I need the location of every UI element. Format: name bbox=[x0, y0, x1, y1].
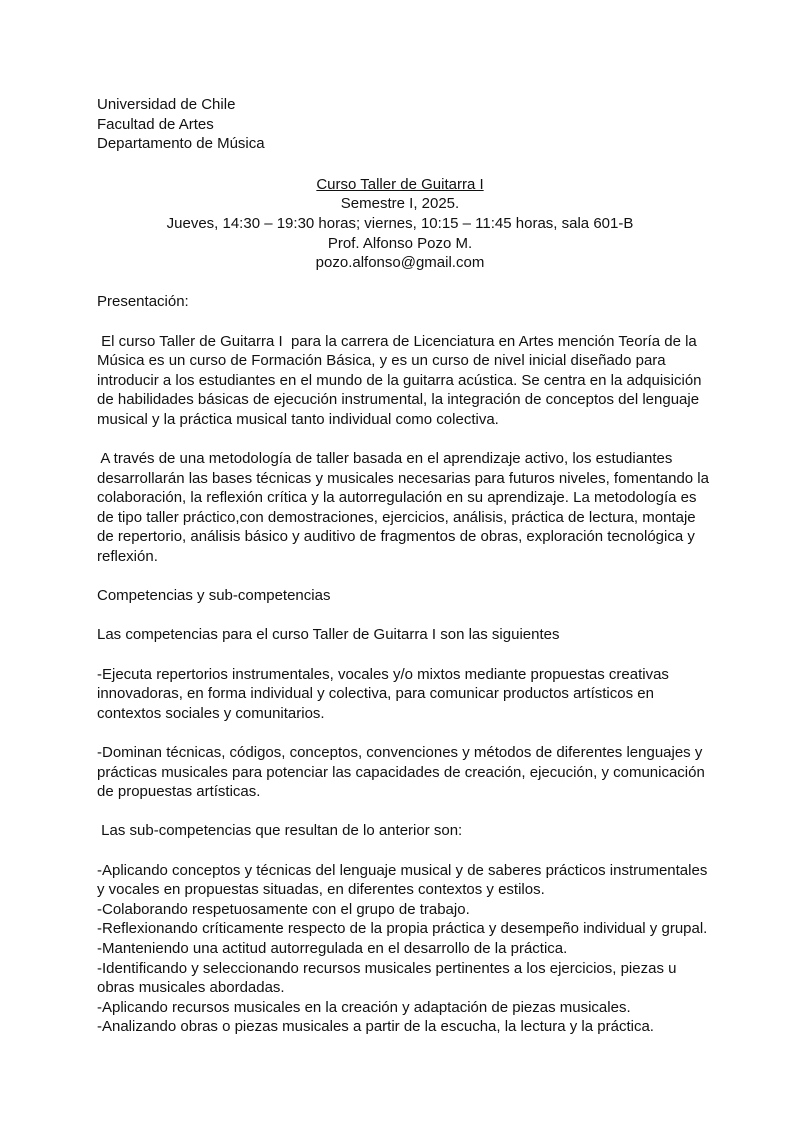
text-line: reflexión. bbox=[97, 548, 158, 566]
list-item: obras musicales abordadas. bbox=[97, 979, 285, 997]
course-email: pozo.alfonso@gmail.com bbox=[315, 254, 485, 272]
text-line: de repertorio, análisis básico y auditivo de fragmentos de obras, exploración tecnológica y bbox=[97, 528, 695, 546]
department-name: Departamento de Música bbox=[97, 135, 265, 153]
list-item: -Aplicando conceptos y técnicas del lenguaje musical y de saberes prácticos instrumentales bbox=[97, 861, 708, 879]
competencies-intro: Las competencias para el curso Taller de Guitarra I son las siguientes bbox=[97, 626, 560, 644]
faculty-name: Facultad de Artes bbox=[97, 115, 214, 133]
competencies-heading: Competencias y sub-competencias bbox=[97, 587, 331, 605]
text-line: contextos sociales y comunitarios. bbox=[97, 704, 325, 722]
presentation-paragraph-1 bbox=[97, 332, 800, 430]
text-line: colaboración, la reflexión crítica y la autorregulación en su aprendizaje. La metodología es bbox=[97, 489, 697, 507]
course-schedule: Jueves, 14:30 – 19:30 horas; viernes, 10:15 – 11:45 horas, sala 601-B bbox=[166, 214, 634, 232]
institution-header bbox=[97, 95, 800, 154]
course-info bbox=[0, 175, 800, 273]
course-professor: Prof. Alfonso Pozo M. bbox=[327, 234, 473, 252]
course-title: Curso Taller de Guitarra I bbox=[316, 175, 484, 193]
university-name: Universidad de Chile bbox=[97, 96, 236, 113]
list-item: y vocales en propuestas situadas, en diferentes contextos y estilos. bbox=[97, 881, 545, 899]
text-line: introducir a los estudiantes en el mundo de la guitarra acústica. Se centra en la adquisición bbox=[97, 371, 702, 389]
text-line: A través de una metodología de taller basada en el aprendizaje activo, los estudiantes bbox=[97, 450, 673, 468]
list-item: -Aplicando recursos musicales en la creación y adaptación de piezas musicales. bbox=[97, 998, 631, 1016]
text-line: -Ejecuta repertorios instrumentales, vocales y/o mixtos mediante propuestas creativas bbox=[97, 665, 669, 683]
list-item: -Identificando y seleccionando recursos musicales pertinentes a los ejercicios, piezas u bbox=[97, 959, 677, 977]
text-line: de propuestas artísticas. bbox=[97, 783, 261, 801]
list-item: -Manteniendo una actitud autorregulada en el desarrollo de la práctica. bbox=[97, 939, 568, 957]
list-item: -Reflexionando críticamente respecto de la propia práctica y desempeño individual y grupal. bbox=[97, 920, 708, 938]
text-line: -Dominan técnicas, códigos, conceptos, convenciones y métodos de diferentes lenguajes y bbox=[97, 744, 703, 761]
list-item: -Analizando obras o piezas musicales a partir de la escucha, la lectura y la práctica. bbox=[97, 1018, 654, 1036]
text-line: Música es un curso de Formación Básica, y es un curso de nivel inicial diseñado para bbox=[97, 352, 666, 370]
competency-item-1 bbox=[97, 665, 800, 724]
text-line: El curso Taller de Guitarra I para la carrera de Licenciatura en Artes mención Teoría de la bbox=[97, 332, 697, 350]
text-line: desarrollarán las bases técnicas y musicales necesarias para futuros niveles, fomentando la bbox=[97, 469, 709, 487]
competency-item-2 bbox=[97, 743, 800, 802]
sub-competencies-list bbox=[97, 861, 800, 1037]
text-line: musical y la práctica musical tanto individual como colectiva. bbox=[97, 410, 499, 428]
presentation-paragraph-2 bbox=[97, 449, 800, 567]
text-line: de habilidades básicas de ejecución instrumental, la integración de conceptos del lenguaje bbox=[97, 391, 700, 409]
text-line: innovadoras, en forma individual y colectiva, para comunicar productos artísticos en bbox=[97, 685, 654, 703]
text-line: de tipo taller práctico,con demostraciones, ejercicios, análisis, práctica de lectura, montaje bbox=[97, 508, 696, 526]
sub-competencies-intro: Las sub-competencias que resultan de lo anterior son: bbox=[97, 822, 463, 840]
course-semester: Semestre I, 2025. bbox=[340, 195, 460, 213]
text-line: prácticas musicales para potenciar las capacidades de creación, ejecución, y comunicación bbox=[97, 763, 705, 781]
presentation-heading: Presentación: bbox=[97, 293, 189, 311]
list-item: -Colaborando respetuosamente con el grupo de trabajo. bbox=[97, 900, 470, 918]
